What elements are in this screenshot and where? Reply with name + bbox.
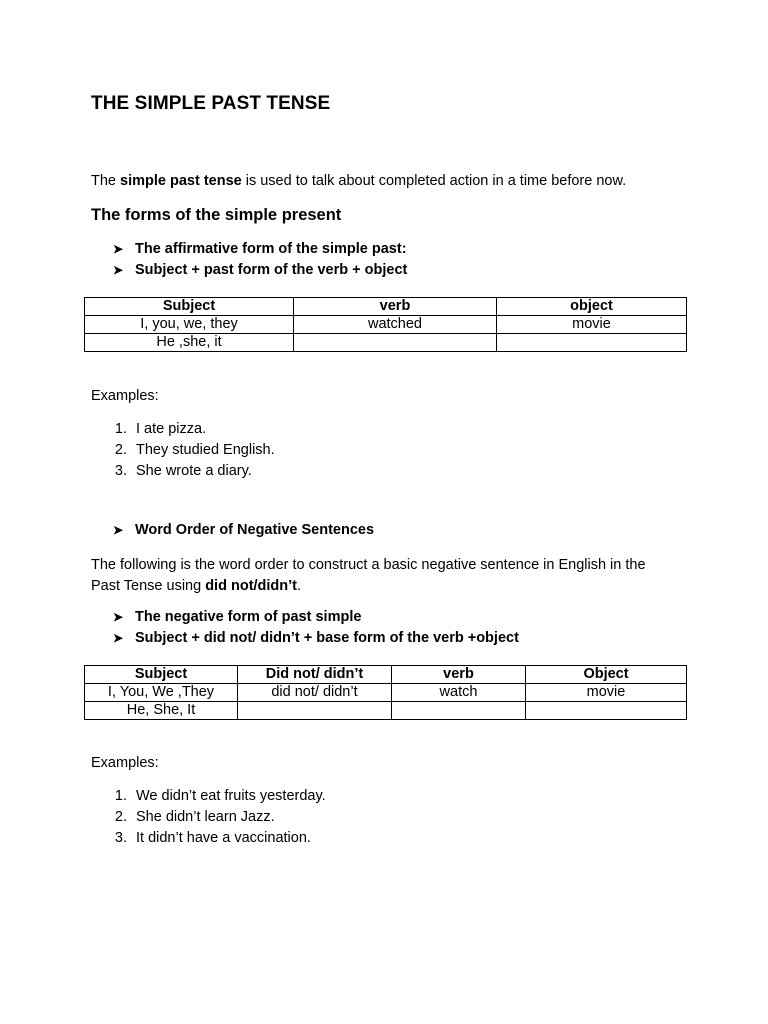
list-item-text: They studied English. bbox=[136, 442, 275, 458]
table-header-cell: Subject bbox=[85, 666, 238, 684]
bullet-affirmative-form bbox=[113, 241, 407, 257]
forms-heading: The forms of the simple present bbox=[91, 206, 342, 224]
table-cell bbox=[526, 702, 687, 720]
table-header-row bbox=[85, 298, 687, 316]
list-item: 1. I ate pizza. bbox=[103, 419, 275, 440]
table-header-cell: verb bbox=[294, 298, 497, 316]
paragraph-bold: did not/didn’t bbox=[205, 578, 298, 594]
intro-paragraph bbox=[91, 171, 626, 192]
examples-label: Examples: bbox=[91, 755, 159, 771]
paragraph-end: . bbox=[297, 578, 302, 594]
table-cell: watch bbox=[392, 684, 526, 702]
affirmative-table bbox=[84, 297, 687, 352]
table-header-row bbox=[85, 666, 687, 684]
negative-paragraph bbox=[91, 555, 646, 597]
page-title: THE SIMPLE PAST TENSE bbox=[91, 93, 331, 114]
list-item-text: It didn’t have a vaccination. bbox=[136, 830, 311, 846]
bullet-word-order bbox=[113, 522, 374, 538]
bullet-text: Word Order of Negative Sentences bbox=[135, 522, 375, 538]
arrow-bullet-icon: ➤ bbox=[113, 263, 124, 277]
list-item-text: She didn’t learn Jazz. bbox=[136, 809, 275, 825]
table-row bbox=[85, 684, 687, 702]
table-cell: I, you, we, they bbox=[85, 316, 294, 334]
table-cell bbox=[497, 334, 687, 352]
arrow-bullet-icon: ➤ bbox=[113, 631, 124, 645]
table-cell: watched bbox=[294, 316, 497, 334]
list-item: 3. She wrote a diary. bbox=[103, 461, 275, 482]
table-cell: movie bbox=[526, 684, 687, 702]
examples-label: Examples: bbox=[91, 388, 159, 404]
affirmative-examples-list bbox=[103, 419, 275, 482]
list-item-text: She wrote a diary. bbox=[136, 463, 252, 479]
table-cell: He ,she, it bbox=[85, 334, 294, 352]
table-cell bbox=[392, 702, 526, 720]
table-cell bbox=[238, 702, 392, 720]
paragraph-line: Past Tense using bbox=[91, 578, 206, 594]
table-cell: movie bbox=[497, 316, 687, 334]
table-cell: did not/ didn’t bbox=[238, 684, 392, 702]
list-item: 2. They studied English. bbox=[103, 440, 275, 461]
list-item: 1. We didn’t eat fruits yesterday. bbox=[103, 786, 326, 807]
bullet-negative-form bbox=[113, 609, 361, 625]
bullet-negative-structure bbox=[113, 630, 519, 646]
intro-text-bold: simple past tense bbox=[120, 173, 242, 189]
negative-examples-list bbox=[103, 786, 326, 849]
table-header-cell: Object bbox=[526, 666, 687, 684]
table-cell: I, You, We ,They bbox=[85, 684, 238, 702]
intro-text-start: The bbox=[91, 173, 121, 189]
bullet-text: Subject + did not/ didn’t + base form of the verb +object bbox=[135, 630, 519, 646]
arrow-bullet-icon: ➤ bbox=[113, 523, 124, 537]
bullet-text: Subject + past form of the verb + object bbox=[135, 262, 408, 278]
arrow-bullet-icon: ➤ bbox=[113, 242, 124, 256]
bullet-text: The affirmative form of the simple past: bbox=[135, 241, 407, 257]
negative-table bbox=[84, 665, 687, 720]
bullet-affirmative-structure bbox=[113, 262, 407, 278]
intro-text-end: is used to talk about completed action in a time before now. bbox=[241, 173, 627, 189]
table-cell bbox=[294, 334, 497, 352]
table-header-cell: Did not/ didn’t bbox=[238, 666, 392, 684]
table-row bbox=[85, 316, 687, 334]
table-row bbox=[85, 334, 687, 352]
table-header-cell: Subject bbox=[85, 298, 294, 316]
arrow-bullet-icon: ➤ bbox=[113, 610, 124, 624]
table-header-cell: object bbox=[497, 298, 687, 316]
table-row bbox=[85, 702, 687, 720]
paragraph-line: The following is the word order to construct a basic negative sentence in English in the bbox=[91, 557, 646, 573]
table-header-cell: verb bbox=[392, 666, 526, 684]
list-item: 3. It didn’t have a vaccination. bbox=[103, 828, 326, 849]
table-cell: He, She, It bbox=[85, 702, 238, 720]
list-item-text: We didn’t eat fruits yesterday. bbox=[136, 788, 326, 804]
list-item: 2. She didn’t learn Jazz. bbox=[103, 807, 326, 828]
list-item-text: I ate pizza. bbox=[136, 421, 207, 437]
bullet-text: The negative form of past simple bbox=[135, 609, 362, 625]
